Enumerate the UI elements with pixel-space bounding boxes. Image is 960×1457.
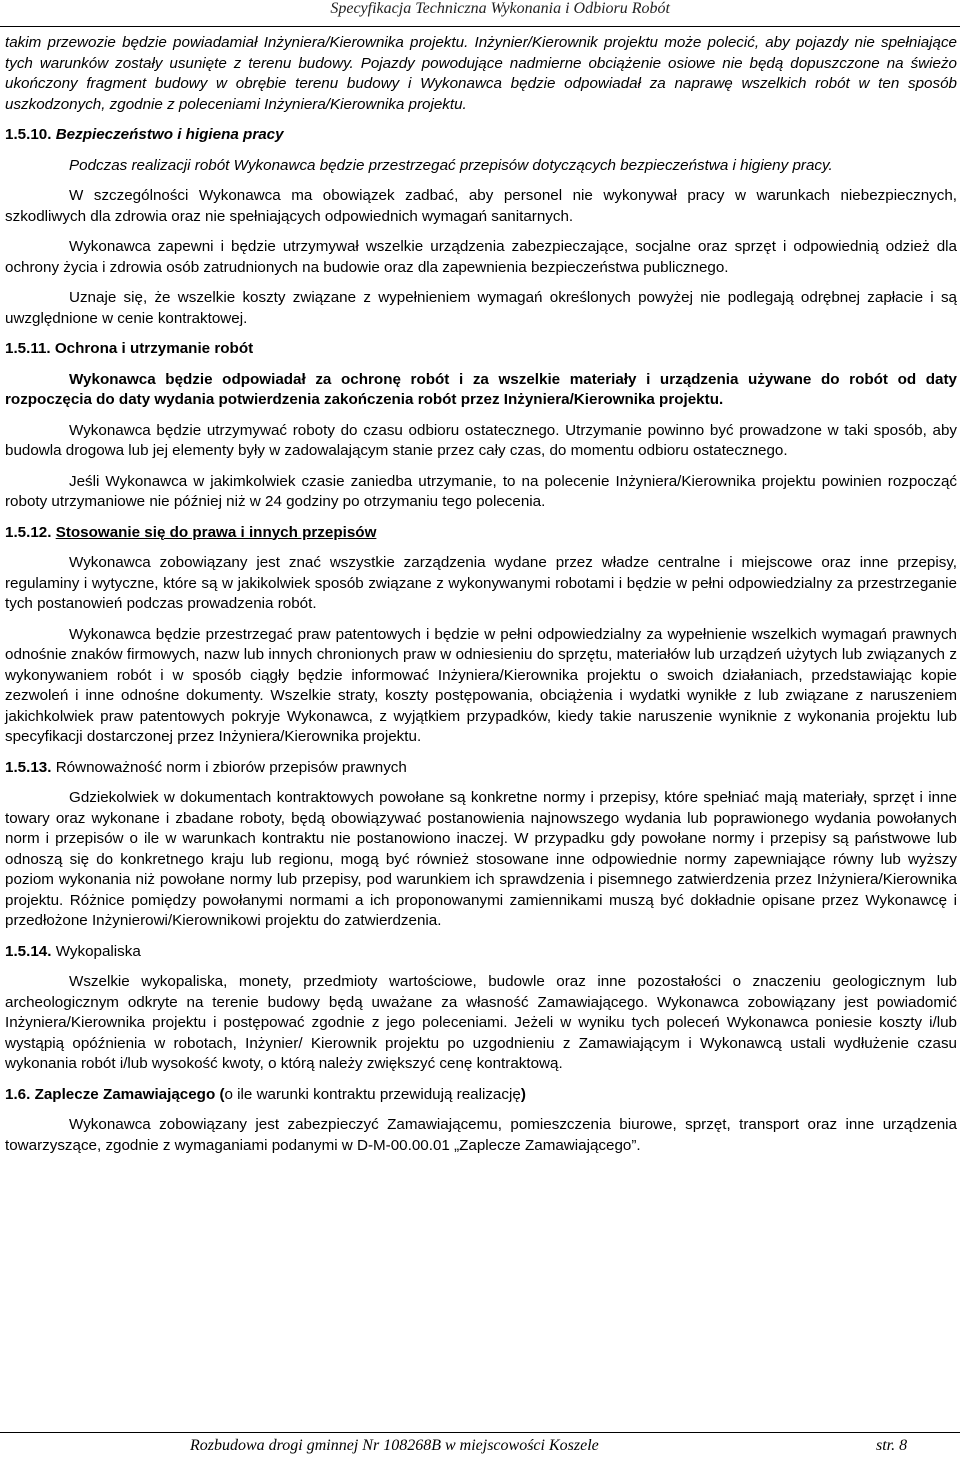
page-footer: [0, 1432, 960, 1457]
section-number: 1.6.: [5, 1085, 31, 1103]
section-number: 1.5.12.: [5, 523, 52, 541]
paragraph-intro: takim przewozie będzie powiadamiał Inżyniera/Kierownika projektu. Inżynier/Kierownik projektu może polecić, aby pojazdy nie spełniające tych warunków zostały usunięte z terenu budowy. Pojazdy powodujące nadmierne obciążenie osiowe nie będą dopuszczone na świeżo ukończony fragment budowy w obrębie terenu budowy i Wykonawca będzie odpowiadał za naprawę wszelkich robót w ten sposób uszkodzonych, zgodnie z poleceniami Inżyniera/Kierownika projektu.: [5, 34, 957, 113]
section-number: 1.5.10.: [5, 126, 52, 143]
section-heading-1-5-14: [5, 942, 957, 963]
section-title: Wykopaliska: [55, 942, 141, 960]
document-body: [5, 33, 957, 1156]
section-title: Bezpieczeństwo i higiena pracy: [55, 126, 284, 143]
page-number: str. 8: [876, 1437, 908, 1454]
section-title: Równoważność norm i zbiorów przepisów prawnych: [55, 758, 407, 776]
paragraph: Podczas realizacji robót Wykonawca będzie przestrzegać przepisów dotyczących bezpieczeństwa i higieny pracy.: [69, 156, 833, 174]
paragraph: Wykonawca zobowiązany jest zabezpieczyć Zamawiającemu, pomieszczenia biurowe, sprzęt, transport oraz inne urządzenia towarzyszące, zgodnie z wymaganiami podanymi w D-M-00.00.01 „Zaplecze Zamawiającego”.: [5, 1116, 957, 1154]
paragraph: Jeśli Wykonawca w jakimkolwiek czasie zaniedba utrzymanie, to na polecenie Inżyniera/Kierownika projektu powinien rozpocząć roboty utrzymaniowe nie później niż w 24 godziny po otrzymaniu tego polecenia.: [5, 472, 957, 510]
paragraph: Gdziekolwiek w dokumentach kontraktowych powołane są konkretne normy i przepisy, które spełniać mają materiały, sprzęt i inne towary oraz wykonane i zbadane roboty, będą obowiązywać postanowienia najnowszego wydania lub poprawionego wydania powołanych norm i przepisów o ile w warunkach kontraktu nie postanowiono inaczej. W przypadku gdy powołane normy i przepisy są państwowe lub odnoszą się do konkretnego kraju lub regionu, mogą być również stosowane inne odpowiednie normy zapewniające równy lub wyższy poziom wykonania niż powołane normy lub przepisy, pod warunkiem ich sprawdzenia i pisemnego zatwierdzenia przez Inżyniera/Kierownika projektu. Różnice pomiędzy powołanymi normami a ich proponowanymi zamiennikami muszą być dokładnie opisane przez Wykonawcę i przedłożone Inżynierowi/Kierownikowi projektu do zatwierdzenia.: [5, 789, 957, 929]
paragraph: Uznaje się, że wszelkie koszty związane z wypełnieniem wymagań określonych powyżej nie podlegają odrębnej zapłacie i są uwzględnione w cenie kontraktowej.: [5, 289, 957, 327]
section-title: Ochrona i utrzymanie robót: [54, 340, 254, 357]
header-title: Specyfikacja Techniczna Wykonania i Odbioru Robót: [330, 0, 670, 17]
paragraph: Wszelkie wykopaliska, monety, przedmioty wartościowe, budowle oraz inne pozostałości o znaczeniu geologicznym lub archeologicznym odkryte na terenie budowy będą uważane za własność Zamawiającego. Wykonawca zobowiązany jest powiadomić Inżyniera/Kierownika projektu i postępować zgodnie z jego poleceniami. Jeżeli w wyniku tych poleceń Wykonawca poniesie koszty i/lub wystąpią opóźnienia w robotach, Inżynier/ Kierownik projektu po uzgodnieniu z Zamawiającym i Wykonawcą ustali wydłużenie czasu wykonania robót i/lub wysokość kwoty, o którą należy zwiększyć cenę kontraktową.: [5, 973, 957, 1072]
section-title-part: ): [520, 1085, 526, 1103]
section-title-part: Zaplecze Zamawiającego (: [34, 1085, 225, 1103]
footer-project-title: Rozbudowa drogi gminnej Nr 108268B w miejscowości Koszele: [190, 1437, 599, 1454]
paragraph: Wykonawca będzie utrzymywać roboty do czasu odbioru ostatecznego. Utrzymanie powinno być prowadzone w taki sposób, aby budowla drogowa lub jej elementy były w zadowalającym stanie przez cały czas, do momentu odbioru ostatecznego.: [5, 421, 957, 459]
paragraph: Wykonawca zobowiązany jest znać wszystkie zarządzenia wydane przez władze centralne i miejscowe oraz inne przepisy, regulaminy i wytyczne, które są w jakikolwiek sposób związane z wykonywanymi robotami i będzie w pełni odpowiedzialny za przestrzeganie tych postanowień podczas prowadzenia robót.: [5, 554, 957, 612]
section-title: Stosowanie się do prawa i innych przepisów: [55, 523, 377, 541]
section-number: 1.5.14.: [5, 942, 52, 960]
section-heading-1-5-13: [5, 758, 957, 779]
paragraph: Wykonawca będzie przestrzegać praw patentowych i będzie w pełni odpowiedzialny za wypełnienie wszelkich wymagań prawnych odnośnie znaków firmowych, nazw lub innych chronionych praw w odniesieniu do sprzętu, materiałów lub urządzeń użytych lub związanych z wykonywaniem robót i w sposób ciągły będzie informować Inżyniera/Kierownika projektu o swoich działaniach, przedstawiając kopie zezwoleń i inne odnośne dokumenty. Wszelkie straty, koszty postępowania, obciążenia i wydatki wynikłe z lub związane z naruszeniem jakichkolwiek praw patentowych pokryje Wykonawca, z wyjątkiem przypadków, kiedy takie naruszenie wyniknie z wykonania projektu lub specyfikacji dostarczonej przez Inżyniera/Kierownika projektu.: [5, 625, 957, 745]
paragraph: Wykonawca zapewni i będzie utrzymywał wszelkie urządzenia zabezpieczające, socjalne oraz sprzęt i odpowiednią odzież dla ochrony życia i zdrowia osób zatrudnionych na budowie oraz dla zapewnienia bezpieczeństwa publicznego.: [5, 238, 957, 276]
paragraph: Wykonawca będzie odpowiadał za ochronę robót i za wszelkie materiały i urządzenia używane do robót od daty rozpoczęcia do daty wydania potwierdzenia zakończenia robót przez Inżyniera/Kierownika projektu.: [5, 370, 957, 408]
section-heading-1-5-11: [5, 339, 957, 360]
section-heading-1-5-12: [5, 523, 957, 544]
section-number: 1.5.11.: [5, 340, 51, 357]
section-title-part: o ile warunki kontraktu przewidują realizację: [224, 1085, 521, 1103]
section-number: 1.5.13.: [5, 758, 52, 776]
page-header: [0, 0, 960, 27]
section-heading-1-5-10: [5, 125, 957, 146]
section-heading-1-6: [5, 1085, 957, 1106]
paragraph: W szczególności Wykonawca ma obowiązek zadbać, aby personel nie wykonywał pracy w warunkach niebezpiecznych, szkodliwych dla zdrowia oraz nie spełniających odpowiednich wymagań sanitarnych.: [5, 187, 957, 225]
